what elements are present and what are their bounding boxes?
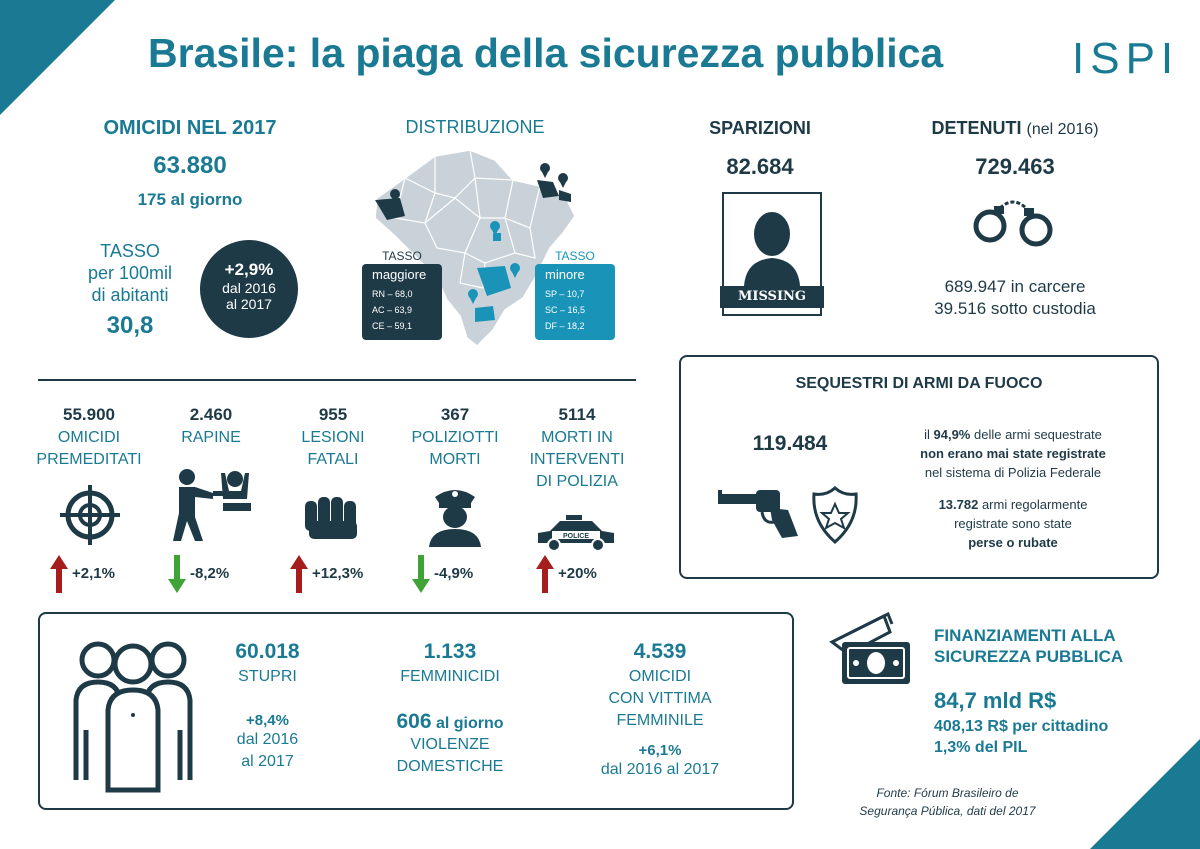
crime-label-line: OMICIDI bbox=[57, 429, 121, 446]
tasso-max-box bbox=[362, 264, 442, 340]
arrow-up-icon bbox=[536, 555, 554, 593]
vittima-line-4: dal 2016 al 2017 bbox=[600, 761, 720, 778]
fin-title-line-1: FINANZIAMENTI ALLA bbox=[934, 626, 1116, 645]
tasso-line-3: di abitanti bbox=[91, 285, 169, 305]
crime-lesioni-fatali bbox=[272, 405, 394, 471]
stupri-value: 60.018 bbox=[235, 640, 300, 663]
crime-label-line: FATALI bbox=[307, 451, 359, 468]
seq-bold-line: non erano mai state registrate bbox=[920, 446, 1106, 461]
femminicidi-label: FEMMINICIDI bbox=[400, 668, 500, 685]
badge-pct: +2,9% bbox=[224, 260, 274, 279]
violenze-per-day-num: 606 bbox=[396, 710, 432, 733]
seq-text: il bbox=[924, 427, 934, 442]
seq-text-line: nel sistema di Polizia Federale bbox=[924, 465, 1102, 480]
section-divider bbox=[38, 379, 636, 381]
arrow-down-icon bbox=[412, 555, 430, 593]
tasso-min-box bbox=[535, 264, 615, 340]
arrow-up-icon bbox=[50, 555, 68, 593]
policeman-icon bbox=[425, 483, 485, 549]
fin-title-line-2: SICUREZZA PUBBLICA bbox=[934, 647, 1124, 666]
source-line-2: Segurança Pública, dati del 2017 bbox=[859, 804, 1036, 818]
tasso-max-item: AC – 63,9 bbox=[372, 305, 413, 315]
vittima-value: 4.539 bbox=[633, 640, 687, 663]
police-car-icon bbox=[536, 515, 616, 551]
finanziamenti-title bbox=[934, 625, 1174, 667]
detenuti-value: 729.463 bbox=[975, 154, 1055, 179]
seq-bold-line: perse o rubate bbox=[968, 535, 1058, 550]
crime-value: 2.460 bbox=[189, 405, 233, 424]
vittima-line-3: FEMMINILE bbox=[616, 712, 704, 729]
crime-label-line: PREMEDITATI bbox=[36, 451, 142, 468]
omicidi-value: 63.880 bbox=[153, 152, 227, 179]
handcuffs-icon bbox=[968, 194, 1058, 254]
change-value: -4,9% bbox=[434, 565, 474, 582]
change-value: +20% bbox=[558, 565, 597, 582]
crime-label bbox=[394, 427, 516, 471]
detenuti-title: DETENUTI bbox=[931, 118, 1022, 138]
crime-label-line: MORTI IN bbox=[541, 429, 613, 446]
corner-triangle-top-left bbox=[0, 0, 120, 120]
missing-sign: MISSING bbox=[720, 286, 824, 308]
change-value: +2,1% bbox=[72, 565, 115, 582]
crime-label-line: INTERVENTI bbox=[529, 451, 625, 468]
tasso-line-1: TASSO bbox=[100, 241, 160, 261]
missing-poster-icon bbox=[722, 192, 822, 316]
money-icon bbox=[828, 612, 914, 688]
revolver-icon bbox=[718, 488, 800, 540]
crime-morti-interventi bbox=[516, 405, 638, 493]
detenuti-heading bbox=[900, 118, 1130, 139]
detenuti-line-2: 39.516 sotto custodia bbox=[934, 299, 1096, 318]
vittima-line-1: OMICIDI bbox=[628, 668, 692, 685]
crime-value: 367 bbox=[440, 405, 470, 424]
tasso-max-sub: maggiore bbox=[372, 267, 427, 282]
crime-label bbox=[272, 427, 394, 471]
violenze-per-day-text: al giorno bbox=[431, 715, 504, 732]
change-poliziotti bbox=[412, 555, 512, 595]
detenuti-details bbox=[900, 276, 1130, 320]
arrow-up-icon bbox=[290, 555, 308, 593]
vittima-change: +6,1% bbox=[638, 742, 682, 759]
violenze-line-2: DOMESTICHE bbox=[396, 758, 504, 775]
stupri-label: STUPRI bbox=[238, 668, 297, 685]
tasso-value: 30,8 bbox=[106, 312, 154, 339]
tasso-line-2: per 100mil bbox=[87, 263, 173, 283]
tasso-min-item: DF – 18,2 bbox=[545, 321, 585, 331]
change-value: -8,2% bbox=[190, 565, 230, 582]
crime-label-line: POLIZIOTTI bbox=[411, 429, 499, 446]
crime-label bbox=[150, 427, 272, 449]
sequestri-title: SEQUESTRI DI ARMI DA FUOCO bbox=[795, 375, 1043, 392]
distribuzione-title: DISTRIBUZIONE bbox=[405, 117, 545, 137]
fin-line-1: 408,13 R$ per cittadino bbox=[934, 718, 1109, 735]
finanziamenti-details bbox=[934, 716, 1174, 758]
seq-text: delle armi sequestrate bbox=[970, 427, 1102, 442]
crime-omicidi-premeditati bbox=[28, 405, 150, 471]
violenze-line-1: VIOLENZE bbox=[410, 736, 490, 753]
finanziamenti-value: 84,7 mld R$ bbox=[934, 688, 1057, 713]
seq-text: armi regolarmente bbox=[978, 497, 1088, 512]
police-badge-icon bbox=[810, 486, 860, 544]
crime-label-line: RAPINE bbox=[181, 429, 241, 446]
crime-poliziotti-morti bbox=[394, 405, 516, 471]
change-omicidi bbox=[50, 555, 150, 595]
crime-label-line: MORTI bbox=[429, 451, 481, 468]
robbery-icon bbox=[173, 467, 253, 547]
sparizioni-title: SPARIZIONI bbox=[709, 118, 811, 138]
target-icon bbox=[60, 485, 120, 545]
change-row bbox=[28, 555, 638, 600]
omicidi-per-day: 175 al giorno bbox=[137, 190, 243, 209]
page-title: Brasile: la piaga della sicurezza pubblica bbox=[148, 30, 944, 76]
tasso-min-item: SP – 10,7 bbox=[545, 289, 585, 299]
tasso-max-item: RN – 68,0 bbox=[372, 289, 413, 299]
crime-label bbox=[28, 427, 150, 471]
badge-line-2: al 2017 bbox=[226, 296, 272, 312]
women-group-icon bbox=[68, 630, 198, 795]
stupri-change: +8,4% bbox=[246, 712, 289, 729]
sequestri-value: 119.484 bbox=[752, 432, 828, 455]
tasso-min-list bbox=[535, 286, 615, 334]
sequestri-text-2 bbox=[888, 495, 1138, 552]
seq-text-line: registrate sono state bbox=[954, 516, 1072, 531]
tasso-max-list bbox=[362, 286, 442, 334]
vittima-line-2: CON VITTIMA bbox=[608, 690, 712, 707]
crime-label-line: LESIONI bbox=[301, 429, 365, 446]
omicidi-title: OMICIDI NEL 2017 bbox=[103, 117, 277, 139]
seq-pct: 94,9% bbox=[933, 427, 971, 442]
change-value: +12,3% bbox=[312, 565, 364, 582]
femminicidi-block bbox=[365, 640, 535, 778]
crime-rapine bbox=[150, 405, 272, 449]
sparizioni-value: 82.684 bbox=[726, 154, 794, 179]
tasso-max-item: CE – 59,1 bbox=[372, 321, 413, 331]
change-rapine bbox=[168, 555, 268, 595]
tasso-max-label: TASSO bbox=[382, 249, 422, 263]
crime-value: 955 bbox=[318, 405, 348, 424]
stupri-line-2: al 2017 bbox=[241, 753, 294, 770]
arrow-down-icon bbox=[168, 555, 186, 593]
femminicidi-value: 1.133 bbox=[423, 640, 477, 663]
tasso-min-item: SC – 16,5 bbox=[545, 305, 586, 315]
vittima-block bbox=[570, 640, 750, 781]
crime-label-line: DI POLIZIA bbox=[536, 473, 618, 490]
stupri-block bbox=[200, 640, 335, 773]
fist-icon bbox=[303, 493, 363, 541]
detenuti-note: (nel 2016) bbox=[1026, 121, 1099, 138]
sequestri-text-1 bbox=[888, 425, 1138, 482]
source-line-1: Fonte: Fórum Brasileiro de bbox=[876, 786, 1019, 800]
crime-label bbox=[516, 427, 638, 493]
fin-line-2: 1,3% del PIL bbox=[934, 739, 1028, 756]
seq-num: 13.782 bbox=[938, 497, 979, 512]
badge-line-1: dal 2016 bbox=[222, 280, 276, 296]
tasso-label bbox=[60, 240, 200, 306]
tasso-min-sub: minore bbox=[545, 267, 585, 282]
stupri-line-1: dal 2016 bbox=[236, 731, 299, 748]
change-interventi bbox=[536, 555, 636, 595]
tasso-min-label: TASSO bbox=[555, 249, 595, 263]
growth-badge bbox=[200, 240, 298, 338]
crime-value: 5114 bbox=[558, 405, 596, 424]
change-lesioni bbox=[290, 555, 390, 595]
ispi-logo: ISPI bbox=[1072, 34, 1180, 83]
police-car-text: POLICE bbox=[562, 533, 590, 540]
detenuti-line-1: 689.947 in carcere bbox=[944, 277, 1086, 296]
source-note bbox=[830, 784, 1065, 820]
crime-value: 55.900 bbox=[63, 405, 115, 424]
